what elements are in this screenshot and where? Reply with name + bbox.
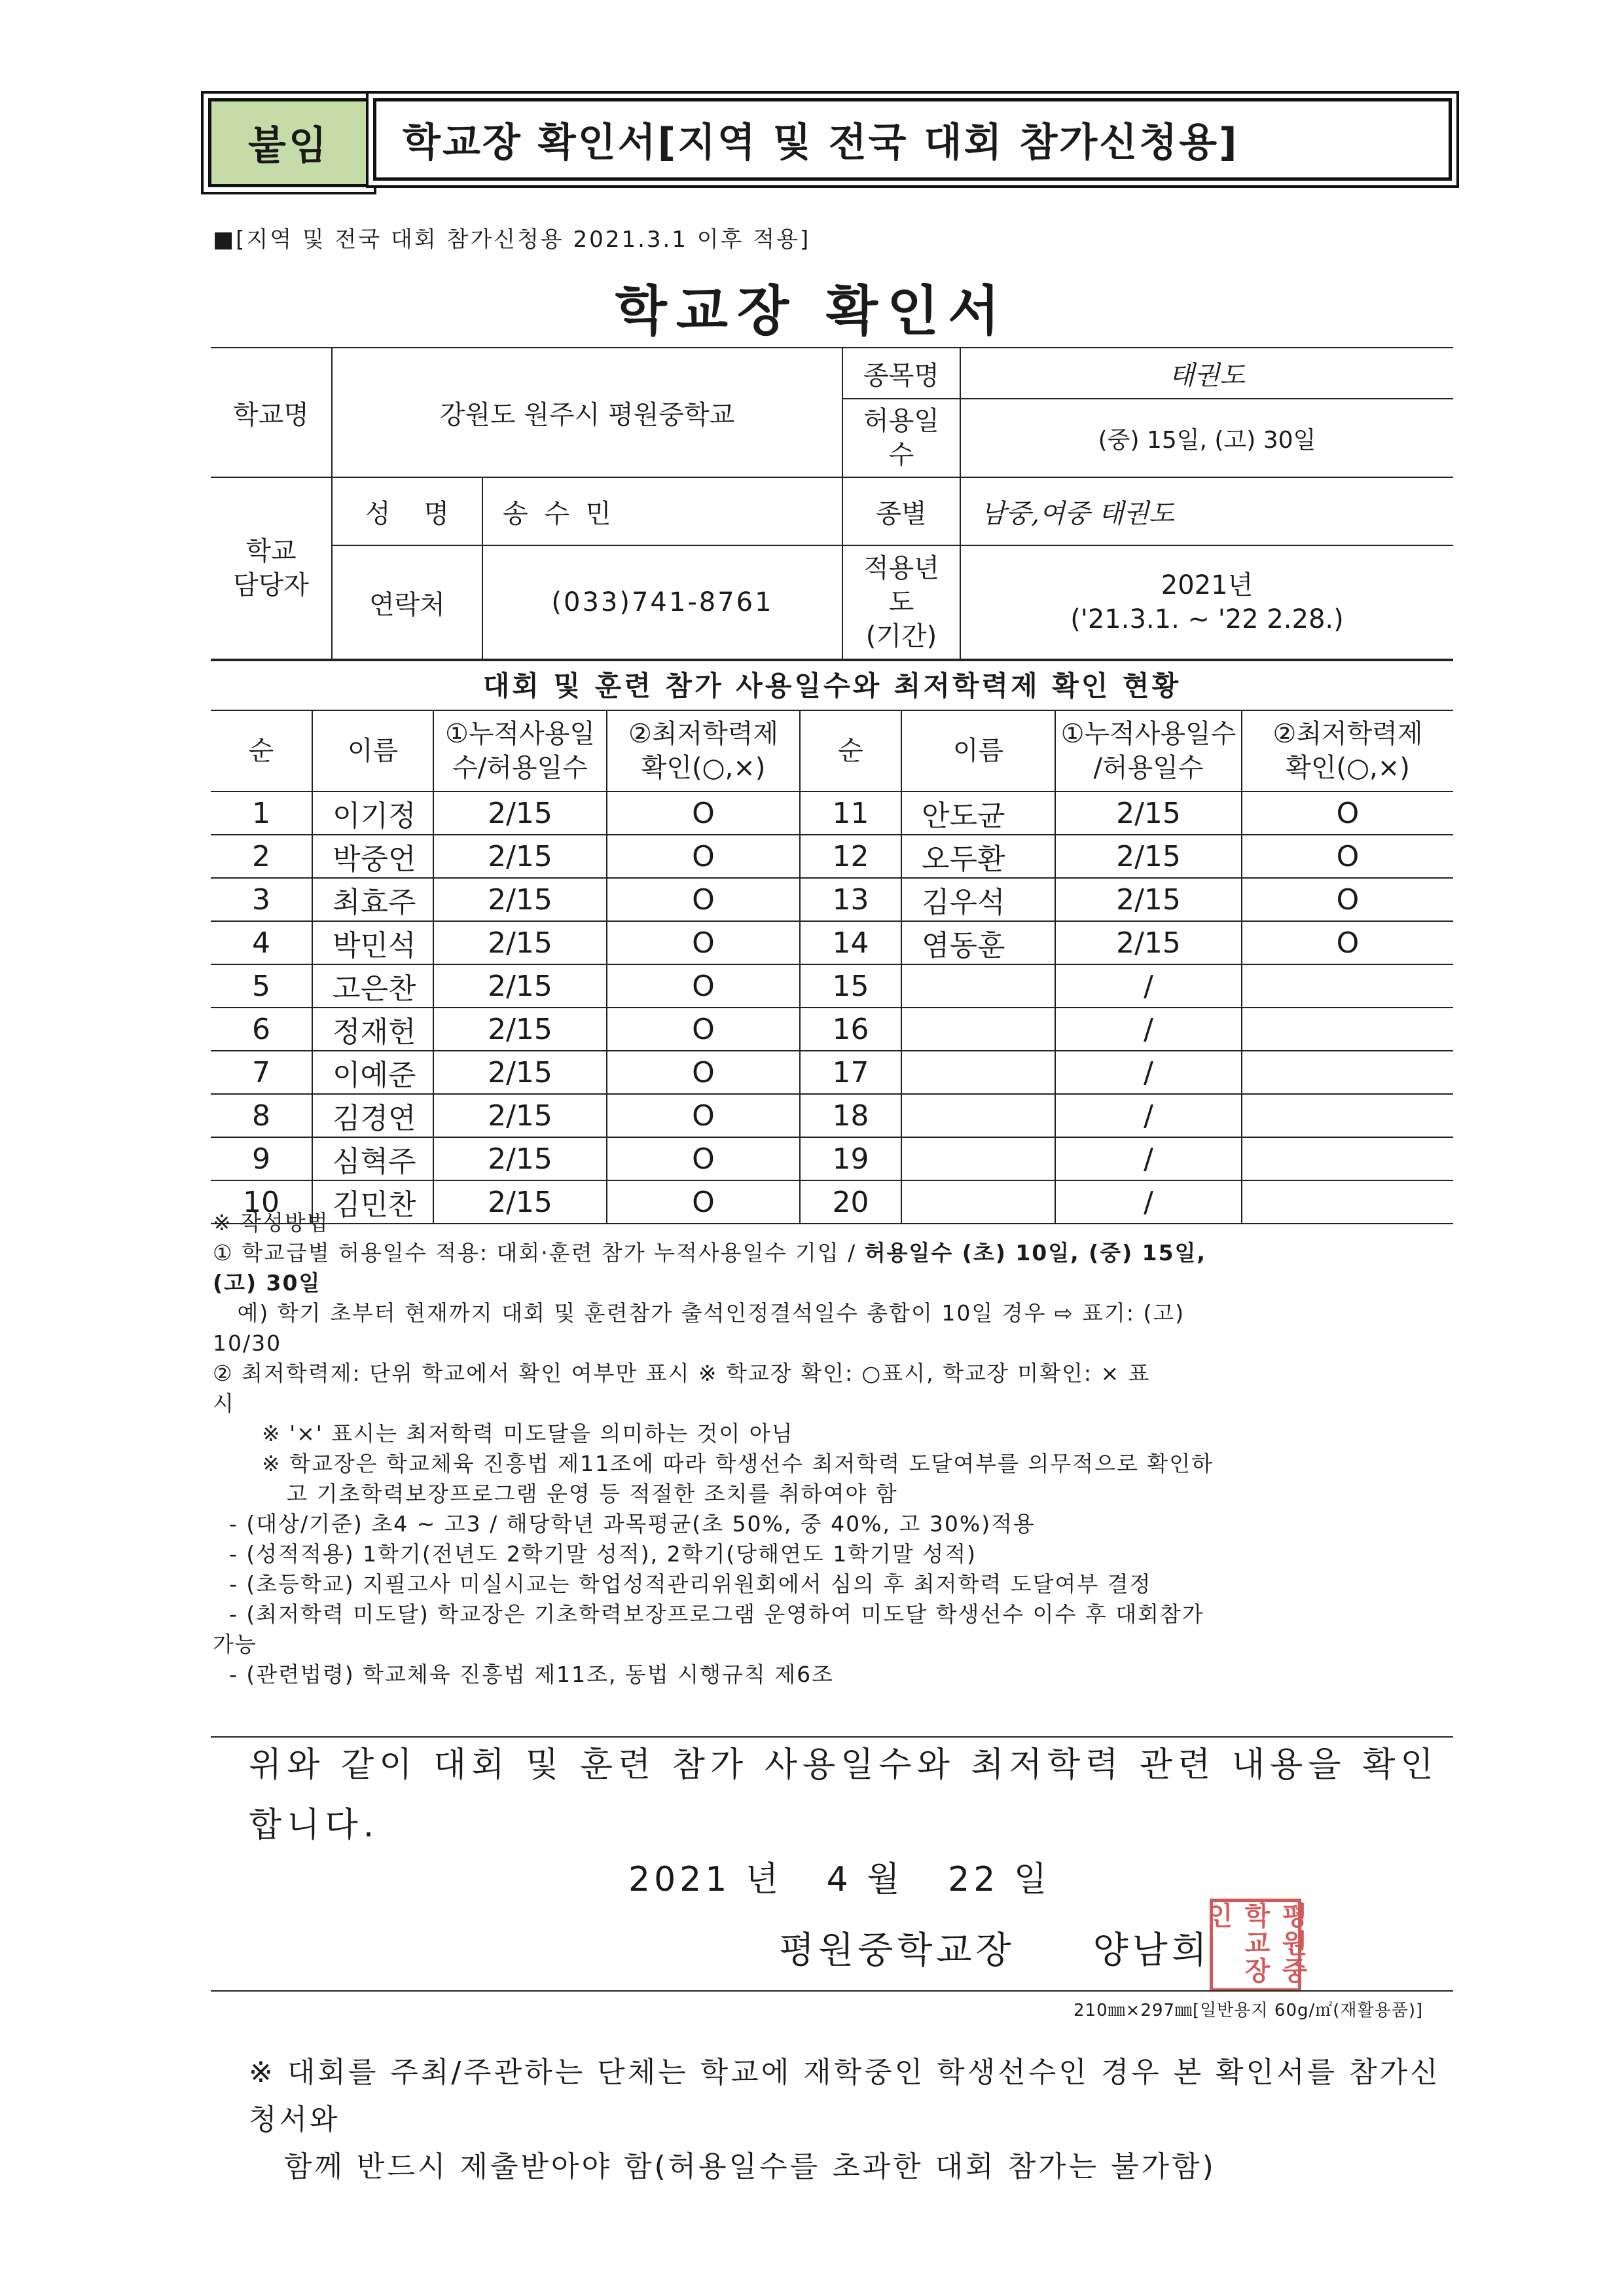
divider: [211, 1990, 1453, 1992]
guide-line: - (초등학교) 지필고사 미실시교는 학업성적관리위원회에서 심의 후 최저학력 도달여부 결정: [213, 1571, 1152, 1597]
athlete-name: 박중언: [312, 835, 433, 878]
athlete-days-used: 2/15: [433, 1094, 607, 1137]
guide-heading: ※ 작성방법: [213, 1210, 329, 1235]
athlete-academic-check: O: [1242, 792, 1453, 835]
athlete-number: 18: [800, 1094, 901, 1137]
athlete-number: 2: [211, 835, 312, 878]
athlete-number: 16: [800, 1008, 901, 1051]
athlete-days-used: 2/15: [1055, 835, 1242, 878]
roster-row: [211, 964, 1453, 1008]
year-value-line2: ('21.3.1. ~ '22 2.28.): [1070, 604, 1344, 634]
year-label-line2: 도: [888, 587, 914, 617]
athlete-academic-check: O: [607, 1008, 800, 1051]
athlete-academic-check: O: [607, 1094, 800, 1137]
year-value-line1: 2021년: [1161, 570, 1254, 600]
col-days-right-line1: ①누적사용일수: [1060, 719, 1236, 749]
athlete-days-used: 2/15: [433, 878, 607, 921]
confirmation-statement: [249, 1735, 1460, 1855]
guide-line: 시: [213, 1391, 235, 1416]
athlete-academic-check: O: [1242, 878, 1453, 921]
event-value: 태권도: [960, 348, 1453, 399]
roster-row: [211, 1094, 1453, 1137]
athlete-academic-check: [1242, 964, 1453, 1008]
year-value: [960, 545, 1453, 659]
writing-guide: [213, 1208, 1456, 1690]
col-days-right-line2: /허용일수: [1093, 753, 1204, 783]
athlete-number: 9: [211, 1137, 312, 1180]
footer-line1: ※ 대회를 주최/주관하는 단체는 학교에 재학중인 학생선수인 경우 본 확인서를 참가신청서와: [249, 2056, 1441, 2136]
athlete-days-used: 2/15: [433, 1051, 607, 1094]
allowed-days-label-line2: 수: [888, 440, 914, 470]
year-label-line1: 적용년: [863, 553, 939, 583]
athlete-days-used: /: [1055, 1051, 1242, 1094]
official-seal-icon: 평원중학교장인: [1210, 1899, 1301, 1992]
sport-type-label: 종별: [842, 477, 960, 545]
athlete-name: 박민석: [312, 921, 433, 964]
athlete-days-used: 2/15: [433, 1008, 607, 1051]
athlete-days-used: 2/15: [433, 792, 607, 835]
col-days-left-line2: 수/허용일수: [452, 753, 588, 783]
roster-row: [211, 1008, 1453, 1051]
manager-name-label: 성 명: [332, 477, 482, 545]
guide-line: 10/30: [213, 1330, 282, 1356]
confirmation-line1: 위와 같이 대회 및 훈련 참가 사용일수와 최저학력 관련 내용을 확인: [249, 1745, 1439, 1785]
guide-line: [213, 1238, 1456, 1268]
athlete-name: 김민찬: [312, 1180, 433, 1224]
athlete-name: 정재헌: [312, 1008, 433, 1051]
athlete-roster-table: [211, 710, 1453, 1224]
athlete-academic-check: O: [607, 792, 800, 835]
athlete-academic-check: O: [607, 921, 800, 964]
athlete-name: 오두환: [901, 835, 1055, 878]
col-no-left: 순: [211, 710, 312, 792]
athlete-number: 17: [800, 1051, 901, 1094]
athlete-days-used: 2/15: [1055, 878, 1242, 921]
athlete-number: 10: [211, 1180, 312, 1224]
athlete-number: 13: [800, 878, 901, 921]
athlete-name: 이기정: [312, 792, 433, 835]
athlete-name: [901, 1137, 1055, 1180]
guide-line: - (대상/기준) 초4 ~ 고3 / 해당학년 과목평균(초 50%, 중 40%, 고 30%)적용: [213, 1511, 1036, 1537]
athlete-number: 11: [800, 792, 901, 835]
athlete-days-used: 2/15: [433, 921, 607, 964]
allowed-days-label: [842, 399, 960, 477]
col-check-left: [607, 710, 800, 792]
year-label-line3: (기간): [865, 621, 937, 651]
school-info-table: [211, 347, 1453, 660]
section-title: 대회 및 훈련 참가 사용일수와 최저학력제 확인 현황: [211, 660, 1453, 711]
guide-line: ② 최저학력제: 단위 학교에서 확인 여부만 표시 ※ 학교장 확인: ○표시, 학교장 미확인: × 표: [213, 1360, 1151, 1386]
col-days-left: [433, 710, 607, 792]
athlete-academic-check: O: [607, 1180, 800, 1224]
athlete-academic-check: O: [607, 878, 800, 921]
athlete-academic-check: O: [607, 1051, 800, 1094]
guide-line: 가능: [213, 1631, 257, 1657]
manager-label-line1: 학교: [245, 536, 297, 566]
athlete-name: 최효주: [312, 878, 433, 921]
year-label: [842, 545, 960, 659]
allowed-days-value: (중) 15일, (고) 30일: [960, 399, 1453, 477]
contact-value: (033)741-8761: [482, 545, 842, 659]
guide-line: (고) 30일: [213, 1270, 321, 1296]
col-check-left-line1: ②최저학력제: [628, 719, 779, 749]
athlete-academic-check: O: [607, 1137, 800, 1180]
athlete-academic-check: [1242, 1008, 1453, 1051]
athlete-days-used: /: [1055, 1137, 1242, 1180]
athlete-name: [901, 1008, 1055, 1051]
col-no-right: 순: [800, 710, 901, 792]
athlete-days-used: /: [1055, 1094, 1242, 1137]
guide-line: ※ '×' 표시는 최저학력 미도달을 의미하는 것이 아님: [213, 1421, 794, 1446]
issue-date: 2021 년 4 월 22 일: [628, 1860, 1051, 1899]
athlete-number: 14: [800, 921, 901, 964]
guide-line: - (관련법령) 학교체육 진흥법 제11조, 동법 시행규칙 제6조: [213, 1662, 834, 1687]
athlete-number: 20: [800, 1180, 901, 1224]
athlete-days-used: 2/15: [1055, 792, 1242, 835]
col-check-right: [1242, 710, 1453, 792]
guide-line: 고 기초학력보장프로그램 운영 등 적절한 조치를 취하여야 함: [213, 1481, 898, 1506]
col-check-right-line1: ②최저학력제: [1272, 719, 1423, 749]
athlete-name: [901, 964, 1055, 1008]
athlete-academic-check: [1242, 1094, 1453, 1137]
guide-line: - (최저학력 미도달) 학교장은 기초학력보장프로그램 운영하여 미도달 학생선수 이수 후 대회참가: [213, 1601, 1204, 1627]
col-days-left-line1: ①누적사용일: [444, 719, 596, 749]
athlete-name: 고은찬: [312, 964, 433, 1008]
athlete-number: 5: [211, 964, 312, 1008]
col-check-left-line2: 확인(○,×): [641, 753, 766, 783]
school-name-label: 학교명: [211, 348, 332, 477]
roster-row: [211, 835, 1453, 878]
roster-row: [211, 921, 1453, 964]
footer-line2: 함께 반드시 제출받아야 함(허용일수를 초과한 대회 참가는 불가함): [249, 2150, 1216, 2183]
confirmation-line2: 합니다.: [249, 1806, 380, 1845]
athlete-days-used: 2/15: [1055, 921, 1242, 964]
col-name-left: 이름: [312, 710, 433, 792]
roster-row: [211, 1051, 1453, 1094]
athlete-academic-check: O: [607, 835, 800, 878]
athlete-number: 15: [800, 964, 901, 1008]
guide-line: 예) 학기 초부터 현재까지 대회 및 훈련참가 출석인정결석일수 총합이 10일 경우 ⇨ 표기: (고): [213, 1300, 1185, 1326]
athlete-number: 6: [211, 1008, 312, 1051]
athlete-days-used: /: [1055, 1180, 1242, 1224]
principal-signature: 평원중학교장 양남희: [779, 1929, 1211, 1972]
athlete-number: 3: [211, 878, 312, 921]
athlete-days-used: 2/15: [433, 835, 607, 878]
athlete-number: 19: [800, 1137, 901, 1180]
athlete-name: [901, 1051, 1055, 1094]
document-heading: 학교장 확인서[지역 및 전국 대회 참가신청용]: [373, 98, 1452, 181]
attachment-tag: 붙임: [208, 98, 369, 187]
school-name-value: 강원도 원주시 평원중학교: [332, 348, 842, 477]
athlete-number: 7: [211, 1051, 312, 1094]
allowed-days-label-line1: 허용일: [863, 406, 939, 436]
roster-row: [211, 878, 1453, 921]
athlete-name: 이예준: [312, 1051, 433, 1094]
contact-label: 연락처: [332, 545, 482, 659]
athlete-academic-check: O: [1242, 835, 1453, 878]
guide-line-text: ① 학교급별 허용일수 적용: 대회·훈련 참가 누적사용일수 기입 /: [213, 1240, 865, 1266]
guide-line: ※ 학교장은 학교체육 진흥법 제11조에 따라 학생선수 최저학력 도달여부를 의무적으로 확인하: [213, 1451, 1214, 1476]
athlete-number: 8: [211, 1094, 312, 1137]
athlete-days-used: /: [1055, 1008, 1242, 1051]
col-days-right: [1055, 710, 1242, 792]
roster-body: [211, 792, 1453, 1224]
document-title: 학교장 확인서: [615, 280, 1009, 342]
roster-row: [211, 1137, 1453, 1180]
athlete-days-used: 2/15: [433, 1137, 607, 1180]
athlete-academic-check: O: [1242, 921, 1453, 964]
col-check-right-line2: 확인(○,×): [1286, 753, 1410, 783]
col-name-right: 이름: [901, 710, 1055, 792]
athlete-number: 12: [800, 835, 901, 878]
athlete-days-used: /: [1055, 964, 1242, 1008]
athlete-academic-check: [1242, 1137, 1453, 1180]
athlete-days-used: 2/15: [433, 1180, 607, 1224]
athlete-name: 심혁주: [312, 1137, 433, 1180]
guide-line: - (성적적용) 1학기(전년도 2학기말 성적), 2학기(당해연도 1학기말 성적): [213, 1541, 977, 1567]
athlete-academic-check: [1242, 1051, 1453, 1094]
athlete-name: 염동훈: [901, 921, 1055, 964]
athlete-name: 김경연: [312, 1094, 433, 1137]
applicability-notice: ■[지역 및 전국 대회 참가신청용 2021.3.1 이후 적용]: [213, 227, 811, 253]
paper-spec: 210㎜×297㎜[일반용지 60g/㎡(재활용품)]: [1074, 2001, 1424, 2020]
athlete-name: 김우석: [901, 878, 1055, 921]
athlete-number: 4: [211, 921, 312, 964]
guide-line-emphasis: 허용일수 (초) 10일, (중) 15일,: [864, 1240, 1207, 1266]
sport-type-value: 남중,여중 태권도: [960, 477, 1453, 545]
manager-label-line2: 담당자: [233, 570, 309, 600]
athlete-name: 안도균: [901, 792, 1055, 835]
event-label: 종목명: [842, 348, 960, 399]
roster-row: [211, 792, 1453, 835]
footer-notice: [249, 2049, 1466, 2191]
athlete-days-used: 2/15: [433, 964, 607, 1008]
manager-label: [211, 477, 332, 659]
athlete-academic-check: O: [607, 964, 800, 1008]
athlete-name: [901, 1094, 1055, 1137]
manager-name-value: 송 수 민: [482, 477, 842, 545]
athlete-number: 1: [211, 792, 312, 835]
